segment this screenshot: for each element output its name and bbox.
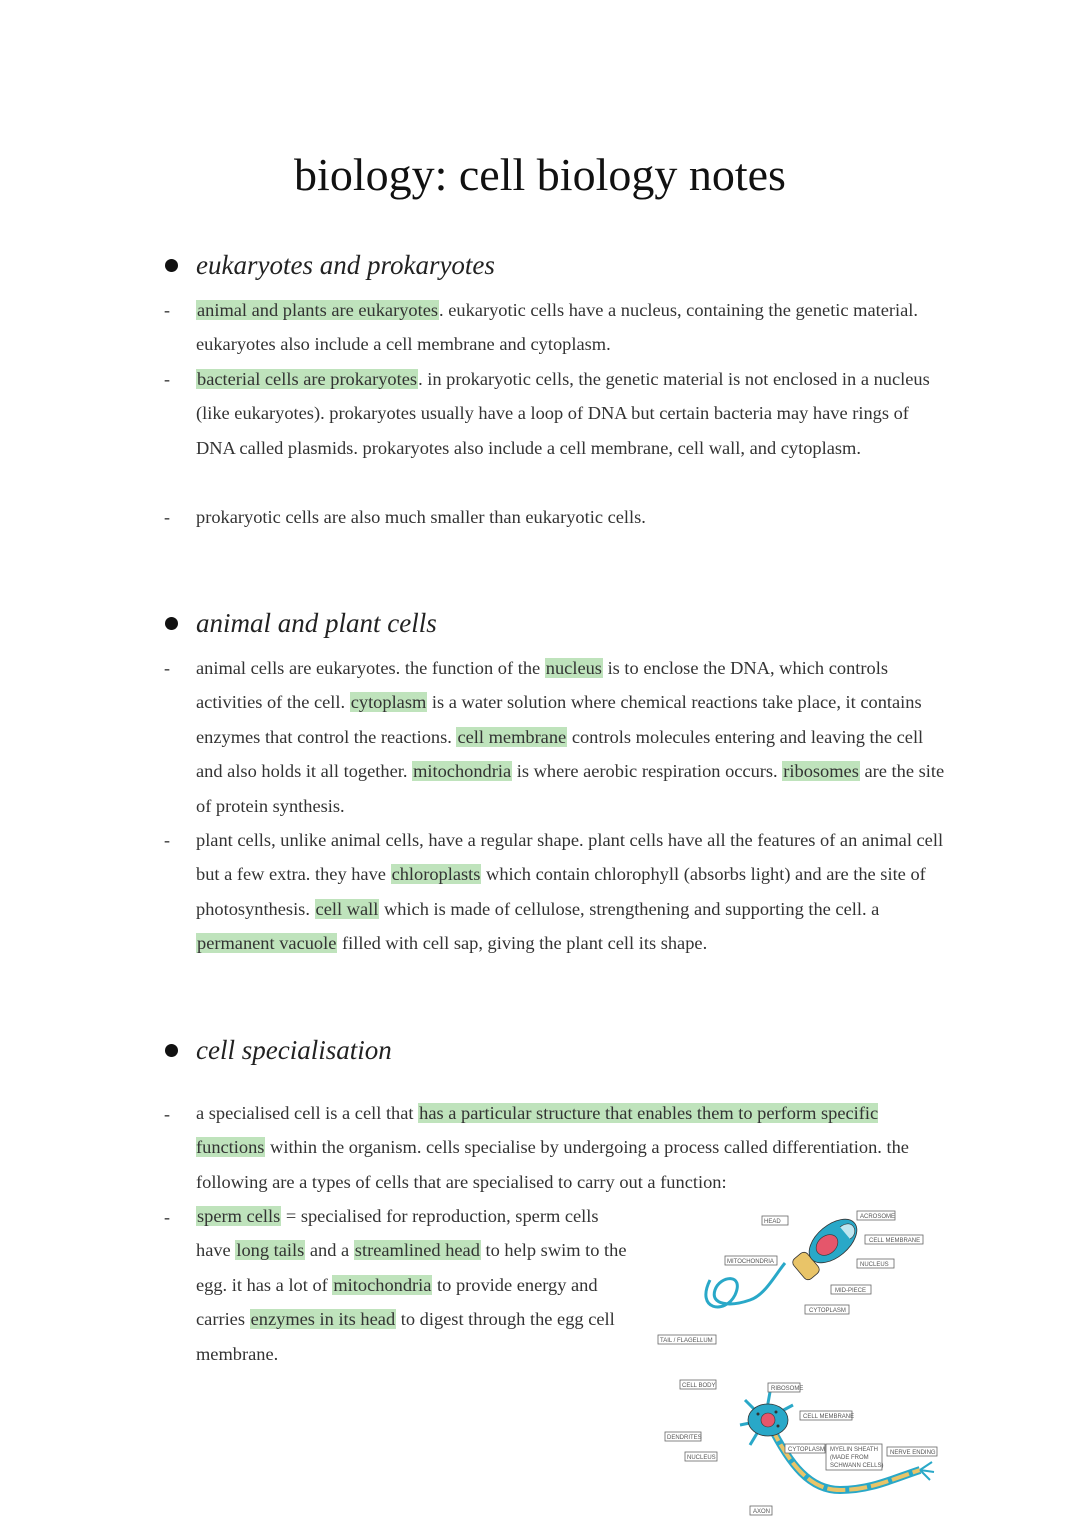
highlighted-term: nucleus bbox=[545, 658, 602, 678]
nerve-cell-diagram bbox=[660, 1370, 945, 1520]
text-run: plant cells, unlike animal cells, have a regular shape. plant cells have all the features of an animal cell but a few extra. they have bbox=[196, 830, 944, 885]
highlighted-term: chloroplasts bbox=[391, 864, 481, 885]
highlighted-term: animal and plants are eukaryotes bbox=[197, 300, 439, 320]
bullet-icon bbox=[165, 259, 178, 272]
label-ribosome: RIBOSOME bbox=[771, 1386, 804, 1392]
label-nucleus: NUCLEUS bbox=[687, 1455, 716, 1461]
note-paragraph bbox=[196, 293, 946, 362]
bullet-icon bbox=[165, 1044, 178, 1057]
text-run: within the organism. cells specialise by undergoing a process called differentiation. the following are a types of cells that are specialised to carry out a function: bbox=[196, 1137, 909, 1192]
text-run: is where aerobic respiration occurs. bbox=[512, 761, 783, 782]
highlighted-term: bacterial cells are prokaryotes bbox=[197, 369, 418, 389]
highlighted-term: mitochondria bbox=[333, 1274, 432, 1295]
label-nerve-ending: NERVE ENDING bbox=[890, 1450, 936, 1456]
label-cytoplasm: CYTOPLASM bbox=[809, 1308, 846, 1314]
highlighted-term: has a particular structure that enables them to perform specific functions bbox=[196, 1103, 879, 1158]
label-cell-body: CELL BODY bbox=[682, 1383, 716, 1389]
highlighted-term: cell wall bbox=[315, 898, 379, 919]
note-paragraph bbox=[196, 500, 946, 534]
nerve-cell-illustration bbox=[740, 1392, 934, 1490]
highlighted-term: cell membrane bbox=[457, 726, 567, 747]
text-run: prokaryotic cells are also much smaller than eukaryotic cells. bbox=[196, 507, 646, 527]
text-run: which is made of cellulose, strengthening and supporting the cell. a bbox=[379, 898, 880, 919]
text-run: controls molecules entering and leaving the cell and also holds it all together. bbox=[196, 726, 924, 782]
text-run: is a water solution where chemical reactions take place, it contains enzymes that control the reactions. bbox=[196, 692, 922, 747]
text-run: to digest through the egg cell membrane. bbox=[196, 1309, 615, 1364]
label-nucleus: NUCLEUS bbox=[860, 1262, 889, 1268]
label-mitochondria: MITOCHONDRIA bbox=[727, 1259, 774, 1265]
dash-icon: - bbox=[164, 658, 170, 678]
highlighted-term: long tails bbox=[236, 1240, 305, 1261]
text-run: to provide energy and carries bbox=[196, 1274, 598, 1330]
label-cytoplasm: CYTOPLASM bbox=[788, 1447, 825, 1453]
label-axon: AXON bbox=[753, 1509, 771, 1515]
dash-icon: - bbox=[164, 300, 170, 320]
text-run: to help swim to the egg. it has a lot of bbox=[196, 1240, 627, 1295]
text-run: are the site of protein synthesis. bbox=[196, 761, 945, 816]
highlighted-term: streamlined head bbox=[354, 1240, 480, 1261]
highlighted-term: permanent vacuole bbox=[197, 933, 337, 954]
note-paragraph bbox=[196, 823, 946, 961]
label-acrosome: ACROSOME bbox=[860, 1214, 896, 1220]
section-heading-text: cell specialisation bbox=[196, 1035, 392, 1065]
dash-icon: - bbox=[164, 830, 170, 850]
label-myelin-sheath: MYELIN SHEATH bbox=[830, 1447, 878, 1453]
text-run: and a bbox=[305, 1240, 354, 1261]
label-tail: TAIL / FLAGELLUM bbox=[660, 1338, 713, 1344]
dash-icon: - bbox=[164, 507, 170, 527]
highlighted-term: sperm cells bbox=[197, 1206, 281, 1226]
label-mid-piece: MID-PIECE bbox=[835, 1288, 867, 1294]
highlighted-term: ribosomes bbox=[783, 761, 859, 782]
label-cell-membrane: CELL MEMBRANE bbox=[803, 1414, 855, 1420]
text-run: which contain chlorophyll (absorbs light) and are the site of photosynthesis. bbox=[196, 864, 926, 919]
label-head: HEAD bbox=[764, 1219, 781, 1225]
text-run: filled with cell sap, giving the plant cell its shape. bbox=[337, 933, 708, 954]
text-run: = specialised for reproduction, sperm cells have bbox=[196, 1206, 599, 1261]
label-myelin-sheath-note: SCHWANN CELLS) bbox=[830, 1463, 884, 1469]
dash-icon: - bbox=[164, 1207, 170, 1227]
text-run: a specialised cell is a cell that bbox=[196, 1103, 419, 1123]
section-heading-specialisation bbox=[165, 1035, 392, 1066]
highlighted-term: cytoplasm bbox=[350, 692, 427, 713]
note-paragraph bbox=[196, 362, 946, 465]
text-run: . in prokaryotic cells, the genetic material is not enclosed in a nucleus (like eukaryotes). prokaryotes usually have a loop of DNA but certain bacteria may have rings of DNA called plasmids. prokaryotes also include a cell membrane, cell wall, and cytoplasm. bbox=[196, 369, 930, 458]
section-heading-text: animal and plant cells bbox=[196, 608, 437, 638]
dash-icon: - bbox=[164, 369, 170, 389]
text-run: animal cells are eukaryotes. the function of the bbox=[196, 658, 545, 678]
bullet-icon bbox=[165, 617, 178, 630]
sperm-cell-diagram bbox=[655, 1205, 935, 1350]
label-dendrites: DENDRITES bbox=[667, 1435, 702, 1441]
text-run: . eukaryotic cells have a nucleus, containing the genetic material. eukaryotes also include a cell membrane and cytoplasm. bbox=[196, 300, 919, 355]
label-myelin-sheath-note: (MADE FROM bbox=[830, 1455, 869, 1461]
section-heading-text: eukaryotes and prokaryotes bbox=[196, 250, 495, 280]
section-heading-animal-plant bbox=[165, 608, 437, 639]
text-run: is to enclose the DNA, which controls activities of the cell. bbox=[196, 658, 888, 713]
highlighted-term: enzymes in its head bbox=[250, 1309, 396, 1330]
note-paragraph bbox=[196, 1096, 946, 1199]
note-paragraph bbox=[196, 651, 946, 823]
highlighted-term: mitochondria bbox=[413, 761, 512, 782]
dash-icon: - bbox=[164, 1104, 170, 1124]
note-paragraph bbox=[196, 1199, 636, 1371]
section-heading-eukaryotes bbox=[165, 250, 495, 281]
page-title: biology: cell biology notes bbox=[294, 149, 786, 200]
label-cell-membrane: CELL MEMBRANE bbox=[869, 1238, 921, 1244]
